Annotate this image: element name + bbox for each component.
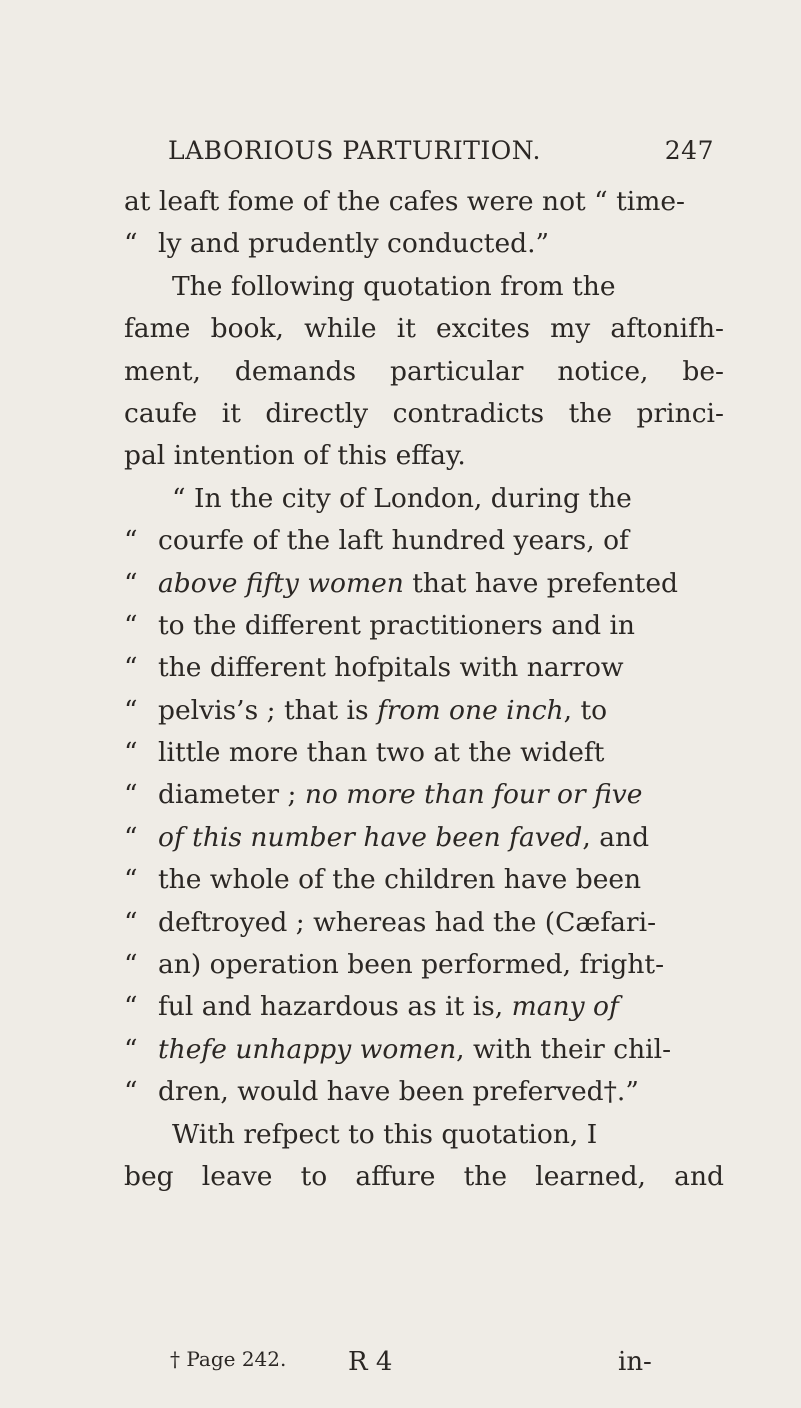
text-segment: fame book, while it excites my aftonifh- xyxy=(124,313,724,345)
text-line xyxy=(124,308,724,350)
quote-mark: “ xyxy=(124,652,138,684)
quote-mark: “ xyxy=(124,991,138,1023)
text-segment: “ In the city of London, during the xyxy=(172,482,632,514)
quote-mark: “ xyxy=(124,1033,138,1065)
text-segment: With refpect to this quotation, I xyxy=(172,1118,598,1150)
running-head-title: LABORIOUS PARTURITION. xyxy=(168,136,541,165)
text-segment: deftroyed ; whereas had the (Cæfari- xyxy=(158,906,657,938)
text-segment: dren, would have been preferved†.” xyxy=(158,1076,639,1108)
text-segment: ful and hazardous as it is, xyxy=(158,991,512,1023)
text-line xyxy=(124,563,724,605)
text-line xyxy=(124,1156,724,1198)
text-segment: little more than two at the wideft xyxy=(158,737,605,769)
text-line xyxy=(124,647,724,689)
text-segment: courfe of the laft hundred years, of xyxy=(158,525,629,557)
text-segment: , with their chil- xyxy=(456,1033,672,1065)
italic-text: thefe unhappy women xyxy=(158,1033,457,1065)
italic-text: of this number have been faved xyxy=(158,821,583,853)
quote-mark: “ xyxy=(124,694,138,726)
text-line xyxy=(124,986,724,1028)
quote-mark: “ xyxy=(124,737,138,769)
quote-mark: “ xyxy=(124,525,138,557)
text-segment: caufe it directly contradicts the princi- xyxy=(124,397,724,429)
quote-mark: “ xyxy=(124,228,138,260)
text-line xyxy=(124,266,724,308)
text-segment: pal intention of this effay. xyxy=(124,440,466,472)
text-line xyxy=(124,859,724,901)
text-line xyxy=(124,944,724,986)
text-segment: ment, demands particular notice, be- xyxy=(124,355,724,387)
text-line xyxy=(124,435,724,477)
quote-mark: “ xyxy=(124,821,138,853)
text-line xyxy=(124,520,724,562)
italic-text: from one inch xyxy=(377,694,564,726)
text-line xyxy=(124,223,724,265)
signature-mark: R 4 xyxy=(348,1347,393,1377)
text-segment: , to xyxy=(563,694,608,726)
text-segment: ly and prudently conducted.” xyxy=(158,228,550,260)
text-line xyxy=(124,774,724,816)
italic-text: above fifty women xyxy=(158,567,404,599)
catchword: in- xyxy=(618,1347,652,1377)
text-segment: , and xyxy=(582,821,650,853)
text-segment: an) operation been performed, fright- xyxy=(158,949,665,981)
text-segment: the whole of the children have been xyxy=(158,864,642,896)
footnote: † Page 242. xyxy=(170,1347,287,1371)
text-line xyxy=(124,732,724,774)
text-segment: pelvis’s ; that is xyxy=(158,694,378,726)
text-line xyxy=(124,690,724,732)
text-segment: The following quotation from the xyxy=(172,270,616,302)
body-text xyxy=(124,181,724,1198)
text-line xyxy=(124,902,724,944)
text-line xyxy=(124,817,724,859)
text-line xyxy=(124,478,724,520)
quote-mark: “ xyxy=(124,1076,138,1108)
quote-mark: “ xyxy=(124,567,138,599)
text-segment: diameter ; xyxy=(158,779,305,811)
quote-mark: “ xyxy=(124,949,138,981)
quote-mark: “ xyxy=(124,864,138,896)
quote-mark: “ xyxy=(124,779,138,811)
text-segment: at leaft fome of the cafes were not “ time- xyxy=(124,186,685,217)
text-segment: beg leave to affure the learned, and xyxy=(124,1160,724,1192)
text-line xyxy=(124,393,724,435)
text-segment: the different hofpitals with narrow xyxy=(158,652,624,684)
italic-text: many of xyxy=(511,991,619,1023)
text-line xyxy=(124,605,724,647)
quote-mark: “ xyxy=(124,906,138,938)
text-segment: that have prefented xyxy=(403,567,678,599)
text-line xyxy=(124,1071,724,1113)
italic-text: no more than four or five xyxy=(304,779,643,811)
text-line xyxy=(124,181,724,223)
text-line xyxy=(124,1114,724,1156)
text-line xyxy=(124,351,724,393)
quote-mark: “ xyxy=(124,609,138,641)
text-segment: to the different practitioners and in xyxy=(158,609,635,641)
text-line xyxy=(124,1029,724,1071)
page-number: 247 xyxy=(664,136,714,165)
